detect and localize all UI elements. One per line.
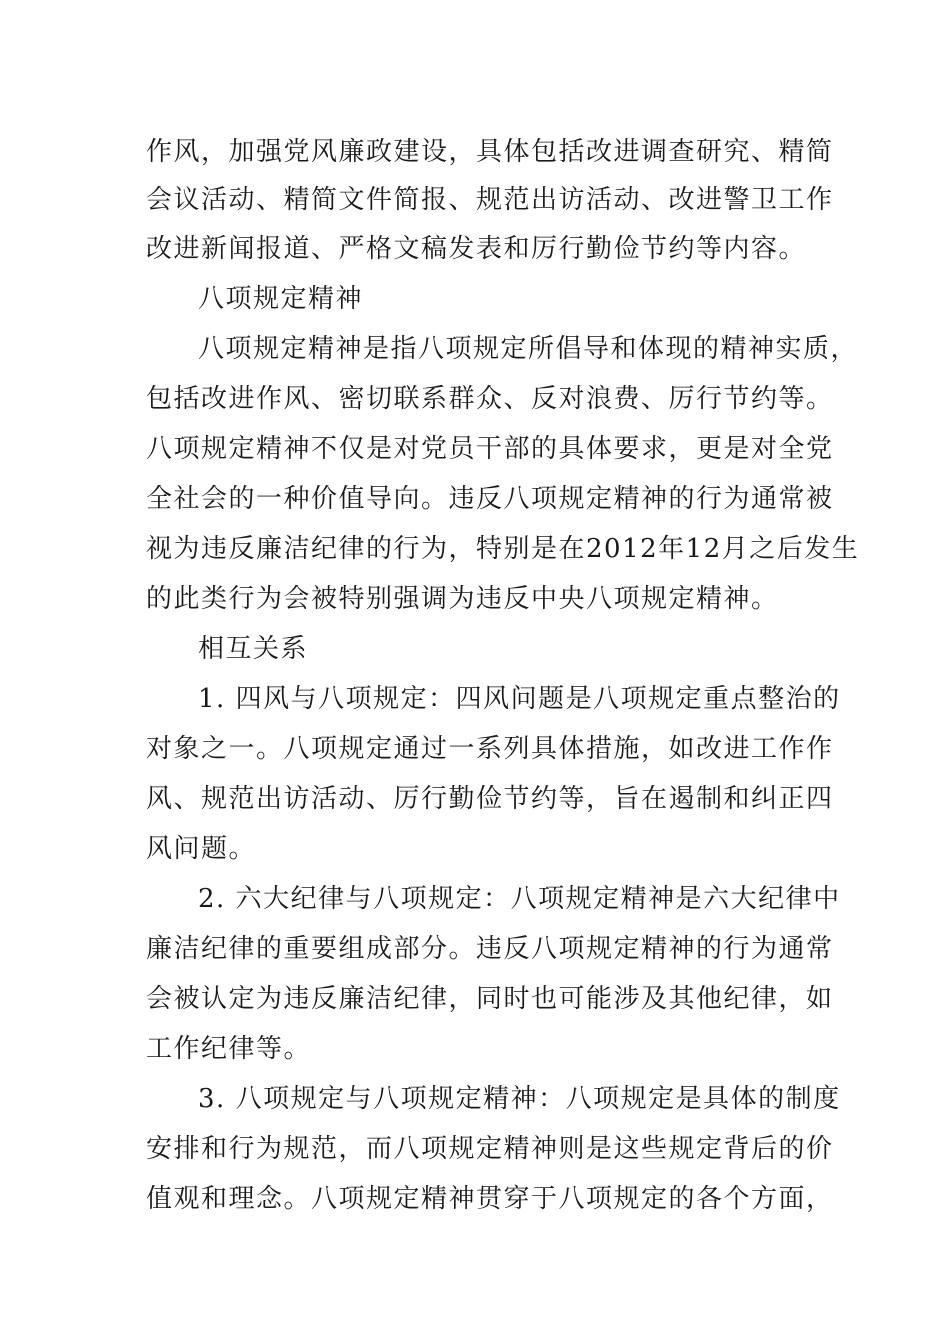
paragraph-line: 包括改进作风、密切联系群众、反对浪费、厉行节约等。 — [146, 384, 834, 414]
paragraph-line: 全社会的一种价值导向。违反八项规定精神的行为通常被 — [146, 484, 834, 514]
list-item-line: 安排和行为规范，而八项规定精神则是这些规定背后的价 — [146, 1134, 834, 1164]
list-item-line: 风、规范出访活动、厉行勤俭节约等，旨在遏制和纠正四 — [146, 784, 834, 814]
paragraph-line: 视为违反廉洁纪律的行为，特别是在2012年12月之后发生 — [146, 534, 860, 564]
paragraph-line: 会议活动、精简文件简报、规范出访活动、改进警卫工作 — [146, 185, 834, 215]
paragraph-line: 八项规定精神是指八项规定所倡导和体现的精神实质， — [198, 334, 859, 364]
paragraph-line: 八项规定精神不仅是对党员干部的具体要求，更是对全党 — [146, 434, 834, 464]
list-item-line: 3. 八项规定与八项规定精神：八项规定是具体的制度 — [198, 1084, 841, 1114]
section-heading: 相互关系 — [198, 634, 309, 664]
list-item-line: 廉洁纪律的重要组成部分。违反八项规定精神的行为通常 — [146, 934, 834, 964]
list-item-line: 工作纪律等。 — [146, 1034, 312, 1064]
list-item-line: 值观和理念。八项规定精神贯穿于八项规定的各个方面， — [146, 1184, 834, 1214]
list-item-line: 风问题。 — [146, 834, 257, 864]
section-heading: 八项规定精神 — [198, 284, 364, 314]
list-item-line: 对象之一。八项规定通过一系列具体措施，如改进工作作 — [146, 734, 834, 764]
paragraph-line: 的此类行为会被特别强调为违反中央八项规定精神。 — [146, 584, 779, 614]
paragraph-line: 改进新闻报道、严格文稿发表和厉行勤俭节约等内容。 — [146, 234, 807, 264]
list-item-line: 1. 四风与八项规定：四风问题是八项规定重点整治的 — [198, 684, 841, 714]
list-item-line: 会被认定为违反廉洁纪律，同时也可能涉及其他纪律，如 — [146, 984, 834, 1014]
list-item-line: 2. 六大纪律与八项规定：八项规定精神是六大纪律中 — [198, 884, 841, 914]
paragraph-line: 作风，加强党风廉政建设，具体包括改进调查研究、精简 — [146, 137, 834, 167]
